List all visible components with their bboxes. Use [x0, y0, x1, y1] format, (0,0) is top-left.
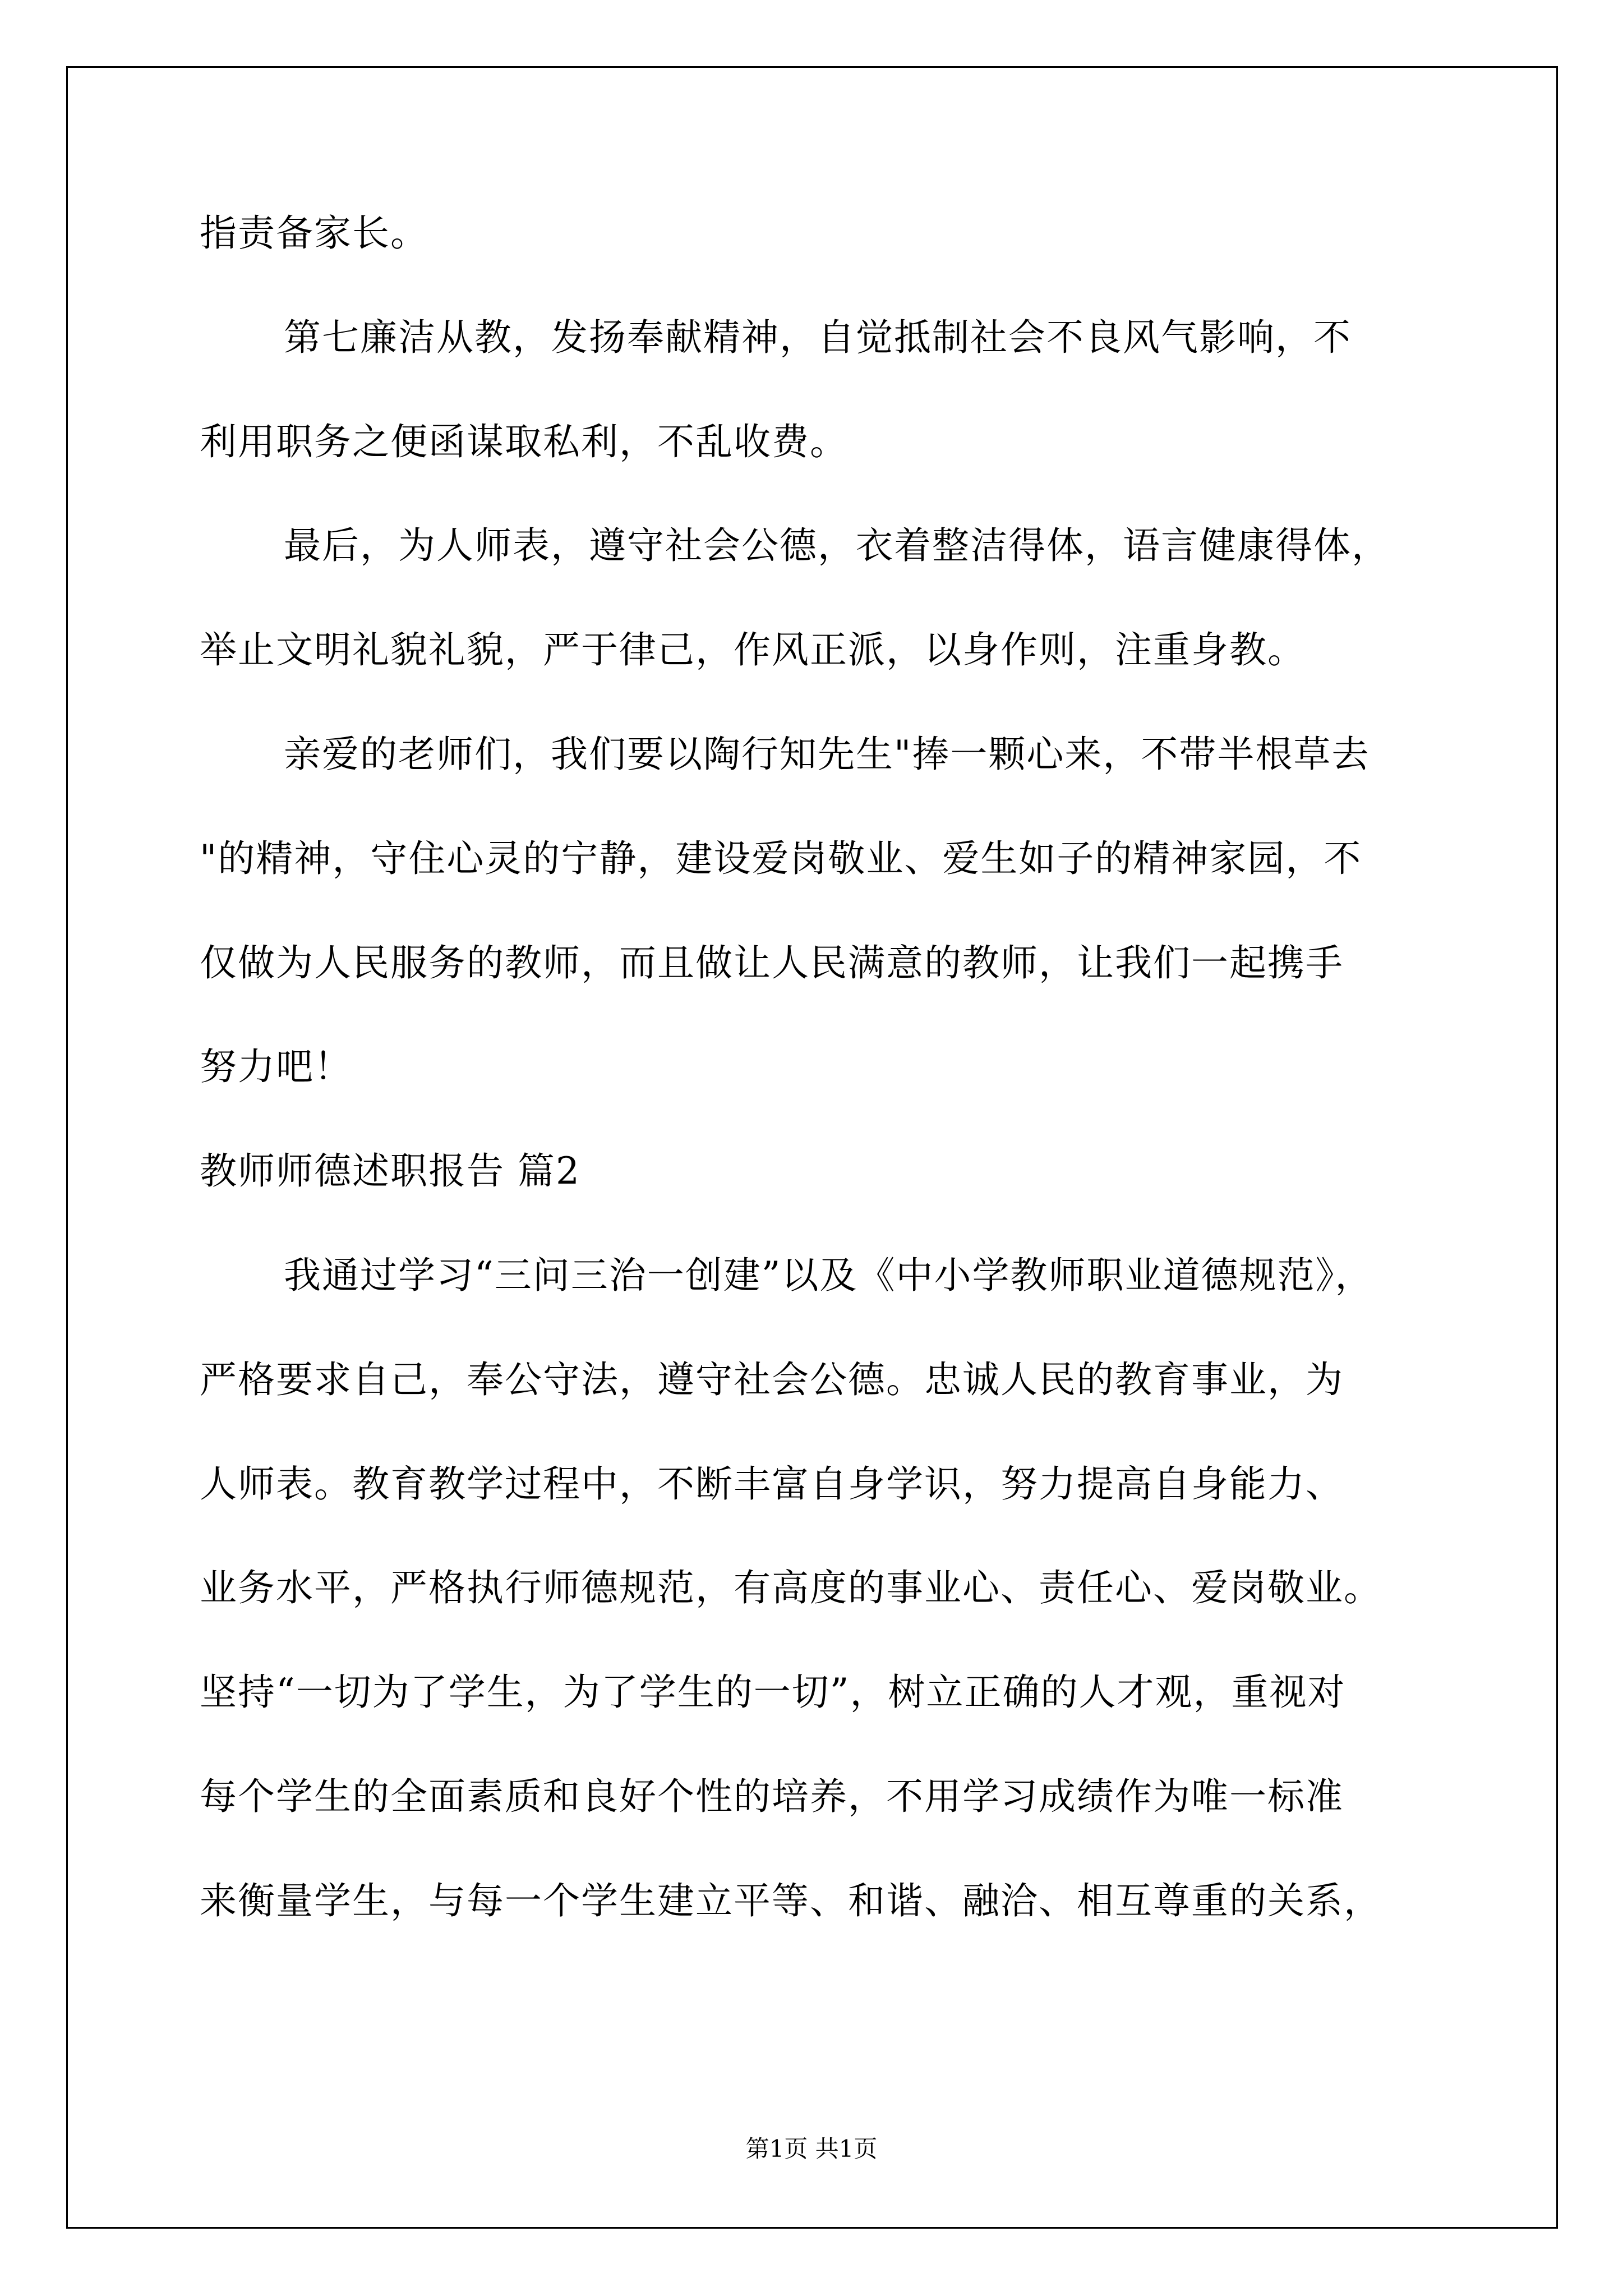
section-heading: 教师师德述职报告 篇2: [200, 1149, 580, 1193]
text-line: 利用职务之便函谋取私利，不乱收费。: [200, 420, 848, 463]
paragraph-start-line: 第七廉洁从教，发扬奉献精神，自觉抵制社会不良风气影响，不: [284, 316, 1352, 359]
paragraph-start-line: 亲爱的老师们，我们要以陶行知先生"捧一颗心来，不带半根草去: [284, 733, 1370, 776]
text-line: 努力吧！: [200, 1045, 352, 1088]
page-footer: 第1页 共1页: [745, 2135, 878, 2162]
text-line: "的精神，守住心灵的宁静，建设爱岗敬业、爱生如子的精神家园，不: [200, 837, 1362, 880]
text-line: 指责备家长。: [200, 211, 428, 255]
text-line: 严格要求自己，奉公守法，遵守社会公德。忠诚人民的教育事业，为: [200, 1358, 1344, 1401]
text-line: 坚持“一切为了学生，为了学生的一切”，树立正确的人才观，重视对: [200, 1671, 1346, 1714]
text-line: 仅做为人民服务的教师，而且做让人民满意的教师，让我们一起携手: [200, 941, 1344, 984]
text-line: 业务水平，严格执行师德规范，有高度的事业心、责任心、爱岗敬业。: [200, 1566, 1382, 1609]
text-line: 人师表。教育教学过程中，不断丰富自身学识，努力提高自身能力、: [200, 1462, 1344, 1506]
text-line: 来衡量学生，与每一个学生建立平等、和谐、融洽、相互尊重的关系，: [200, 1879, 1382, 1922]
text-line: 举止文明礼貌礼貌，严于律己，作风正派，以身作则，注重身教。: [200, 628, 1306, 671]
paragraph-start-line: 最后，为人师表，遵守社会公德，衣着整洁得体，语言健康得体，: [284, 524, 1390, 567]
text-line: 每个学生的全面素质和良好个性的培养，不用学习成绩作为唯一标准: [200, 1775, 1344, 1818]
paragraph-start-line: 我通过学习“三问三治一创建”以及《中小学教师职业道德规范》，: [284, 1254, 1373, 1297]
